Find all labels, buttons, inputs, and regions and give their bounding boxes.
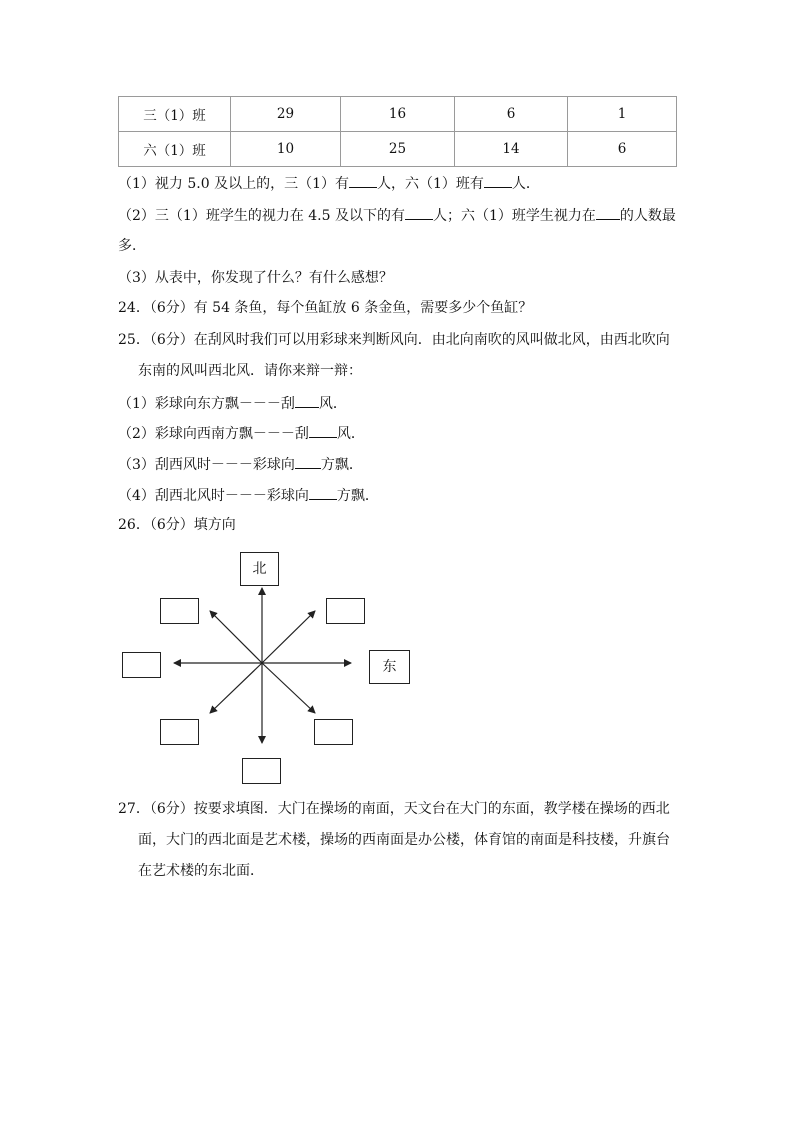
answer-blank[interactable] (295, 393, 319, 408)
question-25-line1: 25．（6分）在刮风时我们可以用彩球来判断风向．由北向南吹的风叫做北风，由西北吹向 (118, 332, 670, 348)
q25-item-suffix: 风． (318, 396, 347, 412)
table-cell: 25 (341, 132, 455, 167)
southeast-answer-box[interactable] (314, 719, 353, 745)
answer-blank[interactable] (309, 423, 337, 438)
answer-blank[interactable] (405, 205, 433, 220)
southwest-answer-box[interactable] (160, 719, 199, 745)
table-row (119, 97, 677, 132)
compass-diagram (118, 550, 418, 790)
q25-item-2 (118, 423, 365, 444)
north-label: 北 (252, 561, 267, 577)
answer-blank[interactable] (295, 454, 321, 469)
west-answer-box[interactable] (122, 652, 161, 678)
table-cell: 1 (568, 97, 677, 132)
q25-item-suffix: 方飘． (320, 457, 363, 473)
table-cell: 10 (231, 132, 341, 167)
east-box (369, 650, 410, 684)
table-cell: 14 (455, 132, 568, 167)
q23-part2-text-c: 的人数最 (619, 208, 676, 224)
q25-item-text: （3）刮西风时－－－彩球向 (118, 457, 295, 473)
table-cell: 六（1）班 (119, 132, 231, 167)
q23-part1 (118, 173, 540, 194)
northwest-answer-box[interactable] (160, 598, 199, 624)
q23-part1-text-b: 人，六（1）班有 (376, 176, 484, 192)
table-cell: 6 (568, 132, 677, 167)
vision-table (118, 96, 677, 167)
q25-item-1 (118, 393, 347, 414)
q25-item-text: （1）彩球向东方飘－－－刮 (118, 396, 295, 412)
table-cell: 16 (341, 97, 455, 132)
question-26: 26．（6分）填方向 (118, 517, 236, 533)
south-answer-box[interactable] (242, 758, 281, 784)
q25-item-3 (118, 454, 363, 475)
question-25-line2: 东南的风叫西北风．请你来辩一辩： (138, 363, 362, 379)
table-cell: 29 (231, 97, 341, 132)
question-27-line3: 在艺术楼的东北面． (138, 863, 264, 879)
question-27-line2: 面，大门的西北面是艺术楼，操场的西南面是办公楼，体育馆的南面是科技楼，升旗台 (138, 832, 670, 848)
table-row (119, 132, 677, 167)
q23-part3: （3）从表中，你发现了什么？有什么感想？ (118, 270, 393, 286)
q25-item-suffix: 方飘． (336, 488, 379, 504)
arrow-southeast (262, 663, 315, 713)
q25-item-4 (118, 485, 379, 506)
answer-blank[interactable] (596, 205, 620, 220)
question-24: 24．（6分）有 54 条鱼，每个鱼缸放 6 条金鱼，需要多少个鱼缸？ (118, 300, 533, 316)
answer-blank[interactable] (484, 173, 512, 188)
east-label: 东 (382, 659, 397, 675)
answer-blank[interactable] (349, 173, 377, 188)
q23-part1-text-c: 人． (511, 176, 540, 192)
q25-item-suffix: 风． (336, 426, 365, 442)
q25-item-text: （4）刮西北风时－－－彩球向 (118, 488, 309, 504)
q23-part2-text-b: 人；六（1）班学生视力在 (432, 208, 596, 224)
north-box (240, 552, 279, 586)
q25-item-text: （2）彩球向西南方飘－－－刮 (118, 426, 309, 442)
answer-blank[interactable] (309, 485, 337, 500)
arrow-southwest (210, 663, 262, 713)
table-cell: 三（1）班 (119, 97, 231, 132)
arrow-northeast (262, 611, 315, 663)
q23-part2-text-a: （2）三（1）班学生的视力在 4.5 及以下的有 (118, 208, 405, 224)
question-27-line1: 27．（6分）按要求填图．大门在操场的南面，天文台在大门的东面，教学楼在操场的西北 (118, 801, 670, 817)
arrow-northwest (210, 611, 262, 663)
table-cell: 6 (455, 97, 568, 132)
q23-part2-cont: 多． (118, 238, 146, 254)
q23-part1-text-a: （1）视力 5.0 及以上的，三（1）有 (118, 176, 349, 192)
q23-part2 (118, 205, 676, 226)
northeast-answer-box[interactable] (326, 598, 365, 624)
